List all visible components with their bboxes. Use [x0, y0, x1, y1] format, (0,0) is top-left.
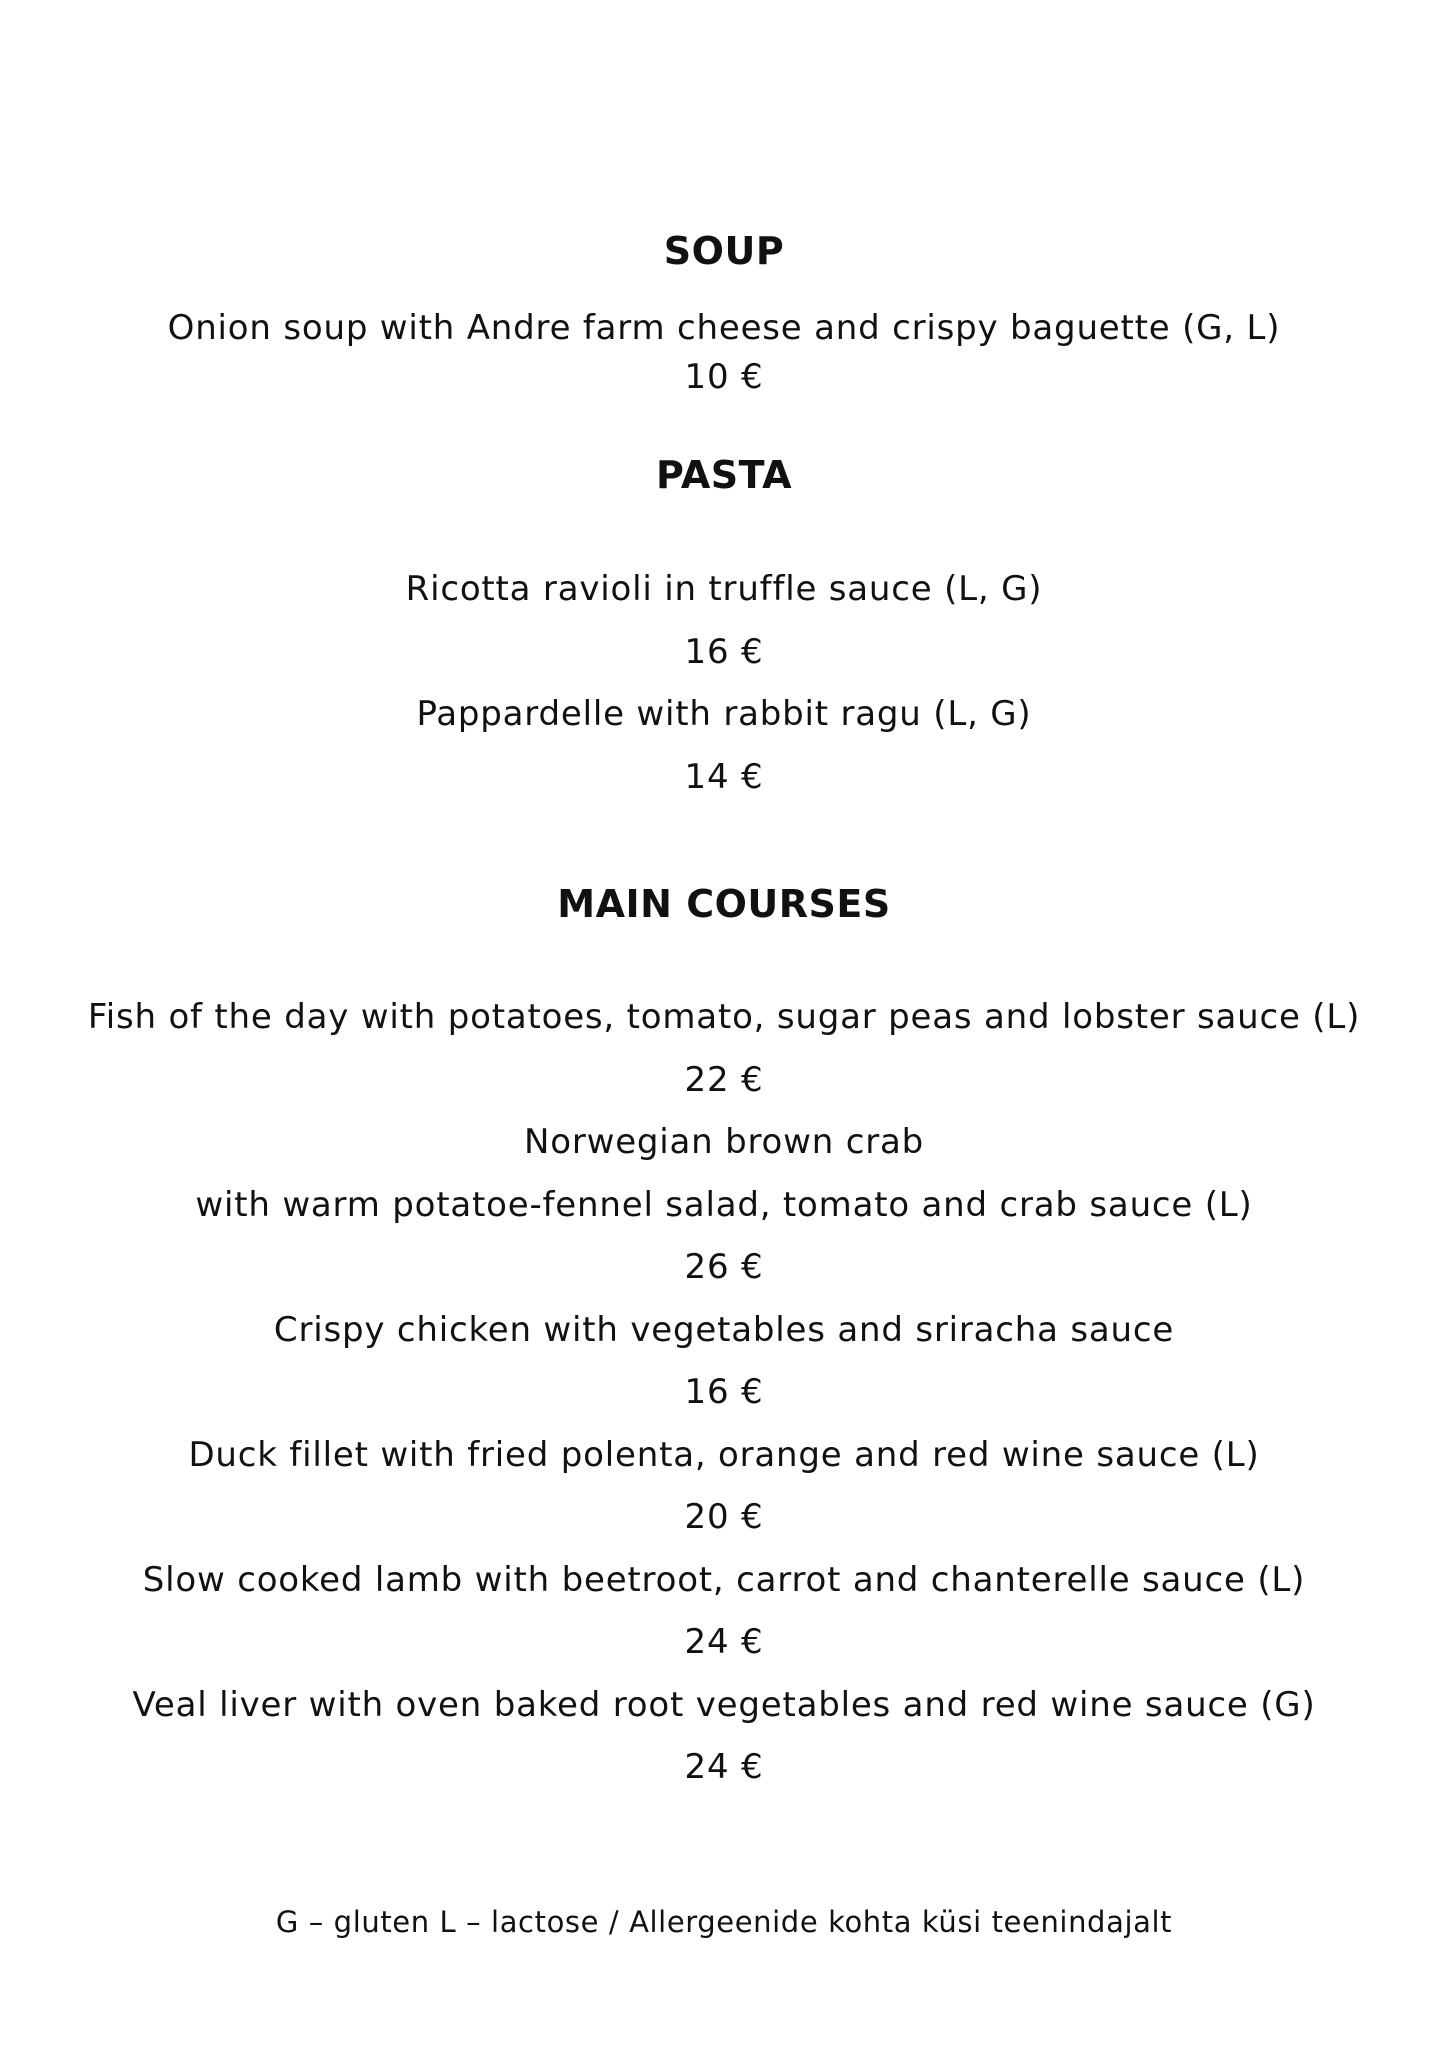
menu-item-ricotta-ravioli: Ricotta ravioli in truffle sauce (L, G): [405, 569, 1043, 609]
menu-item-slow-cooked-lamb: Slow cooked lamb with beetroot, carrot and chanterelle sauce (L): [142, 1560, 1306, 1600]
price-slow-cooked-lamb: 24 €: [684, 1622, 764, 1662]
menu-item-brown-crab: Norwegian brown crab: [523, 1122, 925, 1162]
price-duck-fillet: 20 €: [684, 1497, 764, 1537]
menu-item-brown-crab-description: with warm potatoe-fennel salad, tomato and crab sauce (L): [195, 1185, 1253, 1225]
menu-item-onion-soup: Onion soup with Andre farm cheese and crispy baguette (G, L): [167, 308, 1281, 348]
menu-item-crispy-chicken: Crispy chicken with vegetables and sriracha sauce: [273, 1310, 1175, 1350]
section-title-main-courses: MAIN COURSES: [557, 882, 891, 926]
menu-item-veal-liver: Veal liver with oven baked root vegetables and red wine sauce (G): [132, 1685, 1316, 1725]
price-crispy-chicken: 16 €: [684, 1372, 764, 1412]
allergen-footnote: G – gluten L – lactose / Allergeenide kohta küsi teenindajalt: [275, 1905, 1173, 1939]
price-ricotta-ravioli: 16 €: [684, 632, 764, 672]
menu-item-duck-fillet: Duck fillet with fried polenta, orange and red wine sauce (L): [188, 1435, 1260, 1475]
price-pappardelle: 14 €: [684, 757, 764, 797]
menu-item-fish-of-the-day: Fish of the day with potatoes, tomato, sugar peas and lobster sauce (L): [87, 997, 1361, 1037]
menu-item-pappardelle: Pappardelle with rabbit ragu (L, G): [416, 694, 1032, 734]
price-onion-soup: 10 €: [684, 357, 764, 397]
section-title-soup: SOUP: [663, 229, 785, 273]
price-veal-liver: 24 €: [684, 1747, 764, 1787]
price-brown-crab: 26 €: [684, 1247, 764, 1287]
section-title-pasta: PASTA: [655, 453, 793, 497]
price-fish-of-the-day: 22 €: [684, 1060, 764, 1100]
